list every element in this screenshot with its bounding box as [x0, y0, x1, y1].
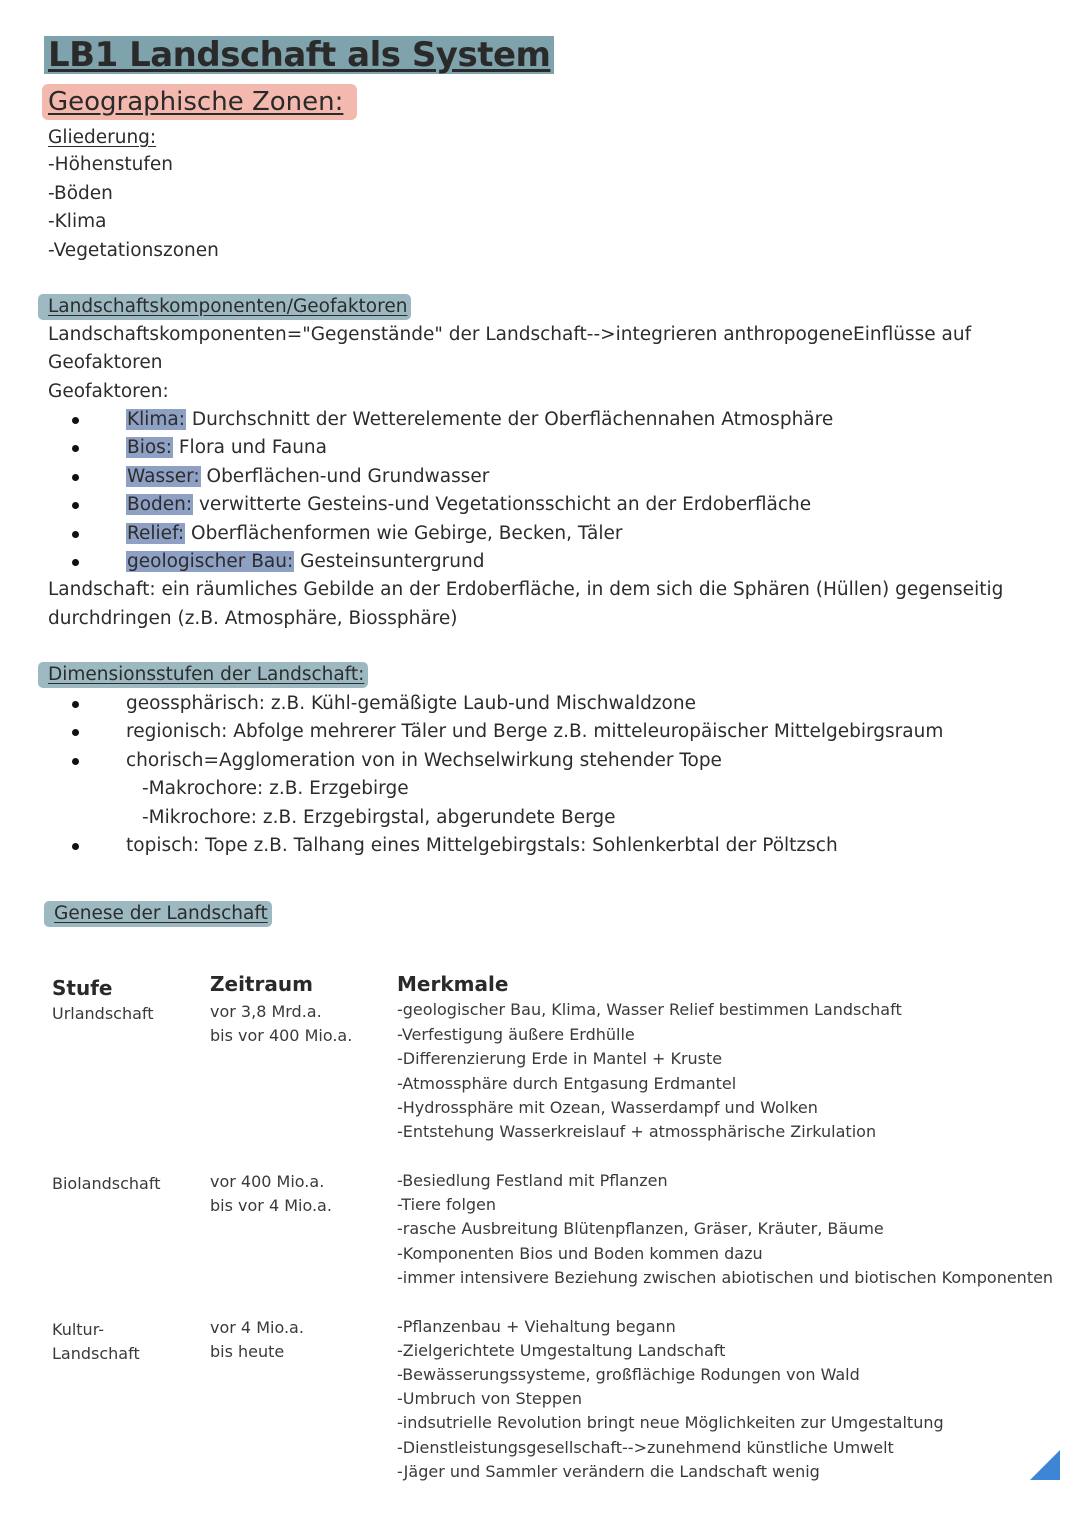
section-heading-genese — [44, 901, 272, 927]
list-item — [64, 548, 833, 576]
table-cell-merkmal: -immer intensivere Beziehung zwischen abiotischen und biotischen Komponenten — [397, 1268, 1054, 1287]
subtitle-wrap — [42, 84, 357, 120]
table-cell-merkmal: -Atmossphäre durch Entgasung Erdmantel — [397, 1074, 737, 1093]
list-item-text: -Makrochore: z.B. Erzgebirge — [142, 778, 409, 800]
list-item — [64, 747, 943, 775]
geofaktoren-list — [64, 406, 833, 576]
table-cell-zeitraum: vor 3,8 Mrd.a. — [210, 1002, 322, 1021]
table-cell-merkmal: -Bewässerungssysteme, großflächige Rodungen von Wald — [397, 1365, 860, 1384]
term-description: verwitterte Gesteins-und Vegetationsschicht an der Erdoberfläche — [193, 494, 812, 516]
table-cell-merkmal: -Dienstleistungsgesellschaft-->zunehmend künstliche Umwelt — [397, 1438, 894, 1457]
gliederung-item: -Höhenstufen — [48, 154, 173, 175]
section-heading-label: Dimensionsstufen der Landschaft: — [48, 664, 365, 685]
term-description: Oberflächenformen wie Gebirge, Becken, Täler — [185, 522, 623, 544]
list-item — [64, 520, 833, 548]
gliederung-heading: Gliederung: — [48, 127, 157, 148]
table-cell-zeitraum: bis vor 4 Mio.a. — [210, 1196, 332, 1215]
table-cell-stufe: Biolandschaft — [52, 1174, 161, 1193]
gliederung-item: -Vegetationszonen — [48, 240, 219, 261]
table-cell-stufe: Urlandschaft — [52, 1004, 154, 1023]
bullet-icon — [72, 417, 79, 424]
landschaft-definition: durchdringen (z.B. Atmosphäre, Biossphäre) — [48, 608, 458, 629]
term-highlight: Boden: — [127, 494, 193, 516]
page-corner-icon[interactable] — [1030, 1450, 1060, 1480]
table-cell-zeitraum: bis heute — [210, 1342, 285, 1361]
term-description: Flora und Fauna — [173, 437, 327, 459]
term-highlight: Bios: — [127, 437, 173, 459]
bullet-icon — [72, 843, 79, 850]
term-description: Gesteinsuntergrund — [294, 551, 485, 573]
table-cell-merkmal: -Tiere folgen — [397, 1195, 497, 1214]
title-wrap — [44, 36, 554, 74]
bullet-icon — [72, 758, 79, 765]
dimensionsstufen-list — [64, 690, 943, 860]
list-item-text: regionisch: Abfolge mehrerer Täler und Berge z.B. mitteleuropäischer Mittelgebirgsraum — [126, 721, 944, 743]
bullet-icon — [72, 559, 79, 566]
term-highlight: Relief: — [127, 522, 185, 544]
table-cell-zeitraum: vor 400 Mio.a. — [210, 1172, 325, 1191]
list-item-text: -Mikrochore: z.B. Erzgebirgstal, abgerundete Berge — [142, 806, 616, 828]
list-item — [64, 690, 943, 718]
term-description: Oberflächen-und Grundwasser — [200, 465, 490, 487]
column-header-stufe: Stufe — [52, 976, 113, 1000]
column-header-merkmale: Merkmale — [397, 972, 509, 996]
table-cell-merkmal: -indsutrielle Revolution bringt neue Möglichkeiten zur Umgestaltung — [397, 1413, 944, 1432]
table-cell-merkmal: -Jäger und Sammler verändern die Landschaft wenig — [397, 1462, 820, 1481]
sub-list-item — [64, 804, 943, 832]
page-title: LB1 Landschaft als System — [44, 36, 554, 74]
table-cell-stufe: Landschaft — [52, 1344, 140, 1363]
geofaktoren-label: Geofaktoren: — [48, 381, 169, 402]
table-cell-merkmal: -Pflanzenbau + Viehaltung begann — [397, 1317, 676, 1336]
table-cell-merkmal: -Hydrossphäre mit Ozean, Wasserdampf und Wolken — [397, 1098, 818, 1117]
table-cell-merkmal: -Besiedlung Festland mit Pflanzen — [397, 1171, 668, 1190]
gliederung-item: -Klima — [48, 211, 107, 232]
list-item — [64, 463, 833, 491]
komponenten-line: Landschaftskomponenten="Gegenstände" der Landschaft-->integrieren anthropogeneEinflüsse auf — [48, 324, 972, 345]
komponenten-line: Geofaktoren — [48, 352, 163, 373]
table-cell-zeitraum: bis vor 400 Mio.a. — [210, 1026, 353, 1045]
list-item-text: geossphärisch: z.B. Kühl-gemäßigte Laub-und Mischwaldzone — [126, 693, 696, 714]
term-highlight: geologischer Bau: — [127, 551, 294, 573]
bullet-icon — [72, 701, 79, 708]
bullet-icon — [72, 531, 79, 538]
section-heading-geofaktoren — [38, 294, 411, 320]
table-cell-merkmal: -geologischer Bau, Klima, Wasser Relief bestimmen Landschaft — [397, 1000, 902, 1019]
list-item-text: topisch: Tope z.B. Talhang eines Mittelgebirgstals: Sohlenkerbtal der Pöltzsch — [126, 835, 838, 857]
list-item — [64, 434, 833, 462]
table-cell-merkmal: -Komponenten Bios und Boden kommen dazu — [397, 1244, 763, 1263]
list-item-text: chorisch=Agglomeration von in Wechselwirkung stehender Tope — [126, 749, 722, 771]
table-cell-merkmal: -Zielgerichtete Umgestaltung Landschaft — [397, 1341, 726, 1360]
bullet-icon — [72, 729, 79, 736]
list-item — [64, 406, 833, 434]
table-cell-merkmal: -Verfestigung äußere Erdhülle — [397, 1025, 635, 1044]
table-cell-merkmal: -Differenzierung Erde in Mantel + Kruste — [397, 1049, 723, 1068]
bullet-icon — [72, 474, 79, 481]
term-highlight: Klima: — [127, 409, 186, 430]
gliederung-item: -Böden — [48, 183, 113, 204]
section-heading-label: Landschaftskomponenten/Geofaktoren — [48, 296, 408, 317]
table-cell-stufe: Kultur- — [52, 1320, 105, 1339]
term-description: Durchschnitt der Wetterelemente der Oberflächennahen Atmosphäre — [186, 409, 834, 430]
table-cell-zeitraum: vor 4 Mio.a. — [210, 1318, 304, 1337]
list-item — [64, 718, 943, 746]
list-item — [64, 832, 943, 860]
section-heading-dimensionsstufen — [38, 662, 368, 688]
column-header-zeitraum: Zeitraum — [210, 972, 313, 996]
list-item — [64, 491, 833, 519]
term-highlight: Wasser: — [127, 465, 200, 487]
table-cell-merkmal: -Entstehung Wasserkreislauf + atmossphärische Zirkulation — [397, 1122, 877, 1141]
landschaft-definition: Landschaft: ein räumliches Gebilde an der Erdoberfläche, in dem sich die Sphären (Hüllen) gegenseitig — [48, 579, 1004, 600]
section-heading-label: Genese der Landschaft — [54, 903, 268, 924]
bullet-icon — [72, 502, 79, 509]
table-cell-merkmal: -rasche Ausbreitung Blütenpflanzen, Gräser, Kräuter, Bäume — [397, 1219, 884, 1238]
bullet-icon — [72, 445, 79, 452]
table-cell-merkmal: -Umbruch von Steppen — [397, 1389, 583, 1408]
sub-list-item — [64, 775, 943, 803]
page-subtitle: Geographische Zonen: — [42, 84, 357, 120]
